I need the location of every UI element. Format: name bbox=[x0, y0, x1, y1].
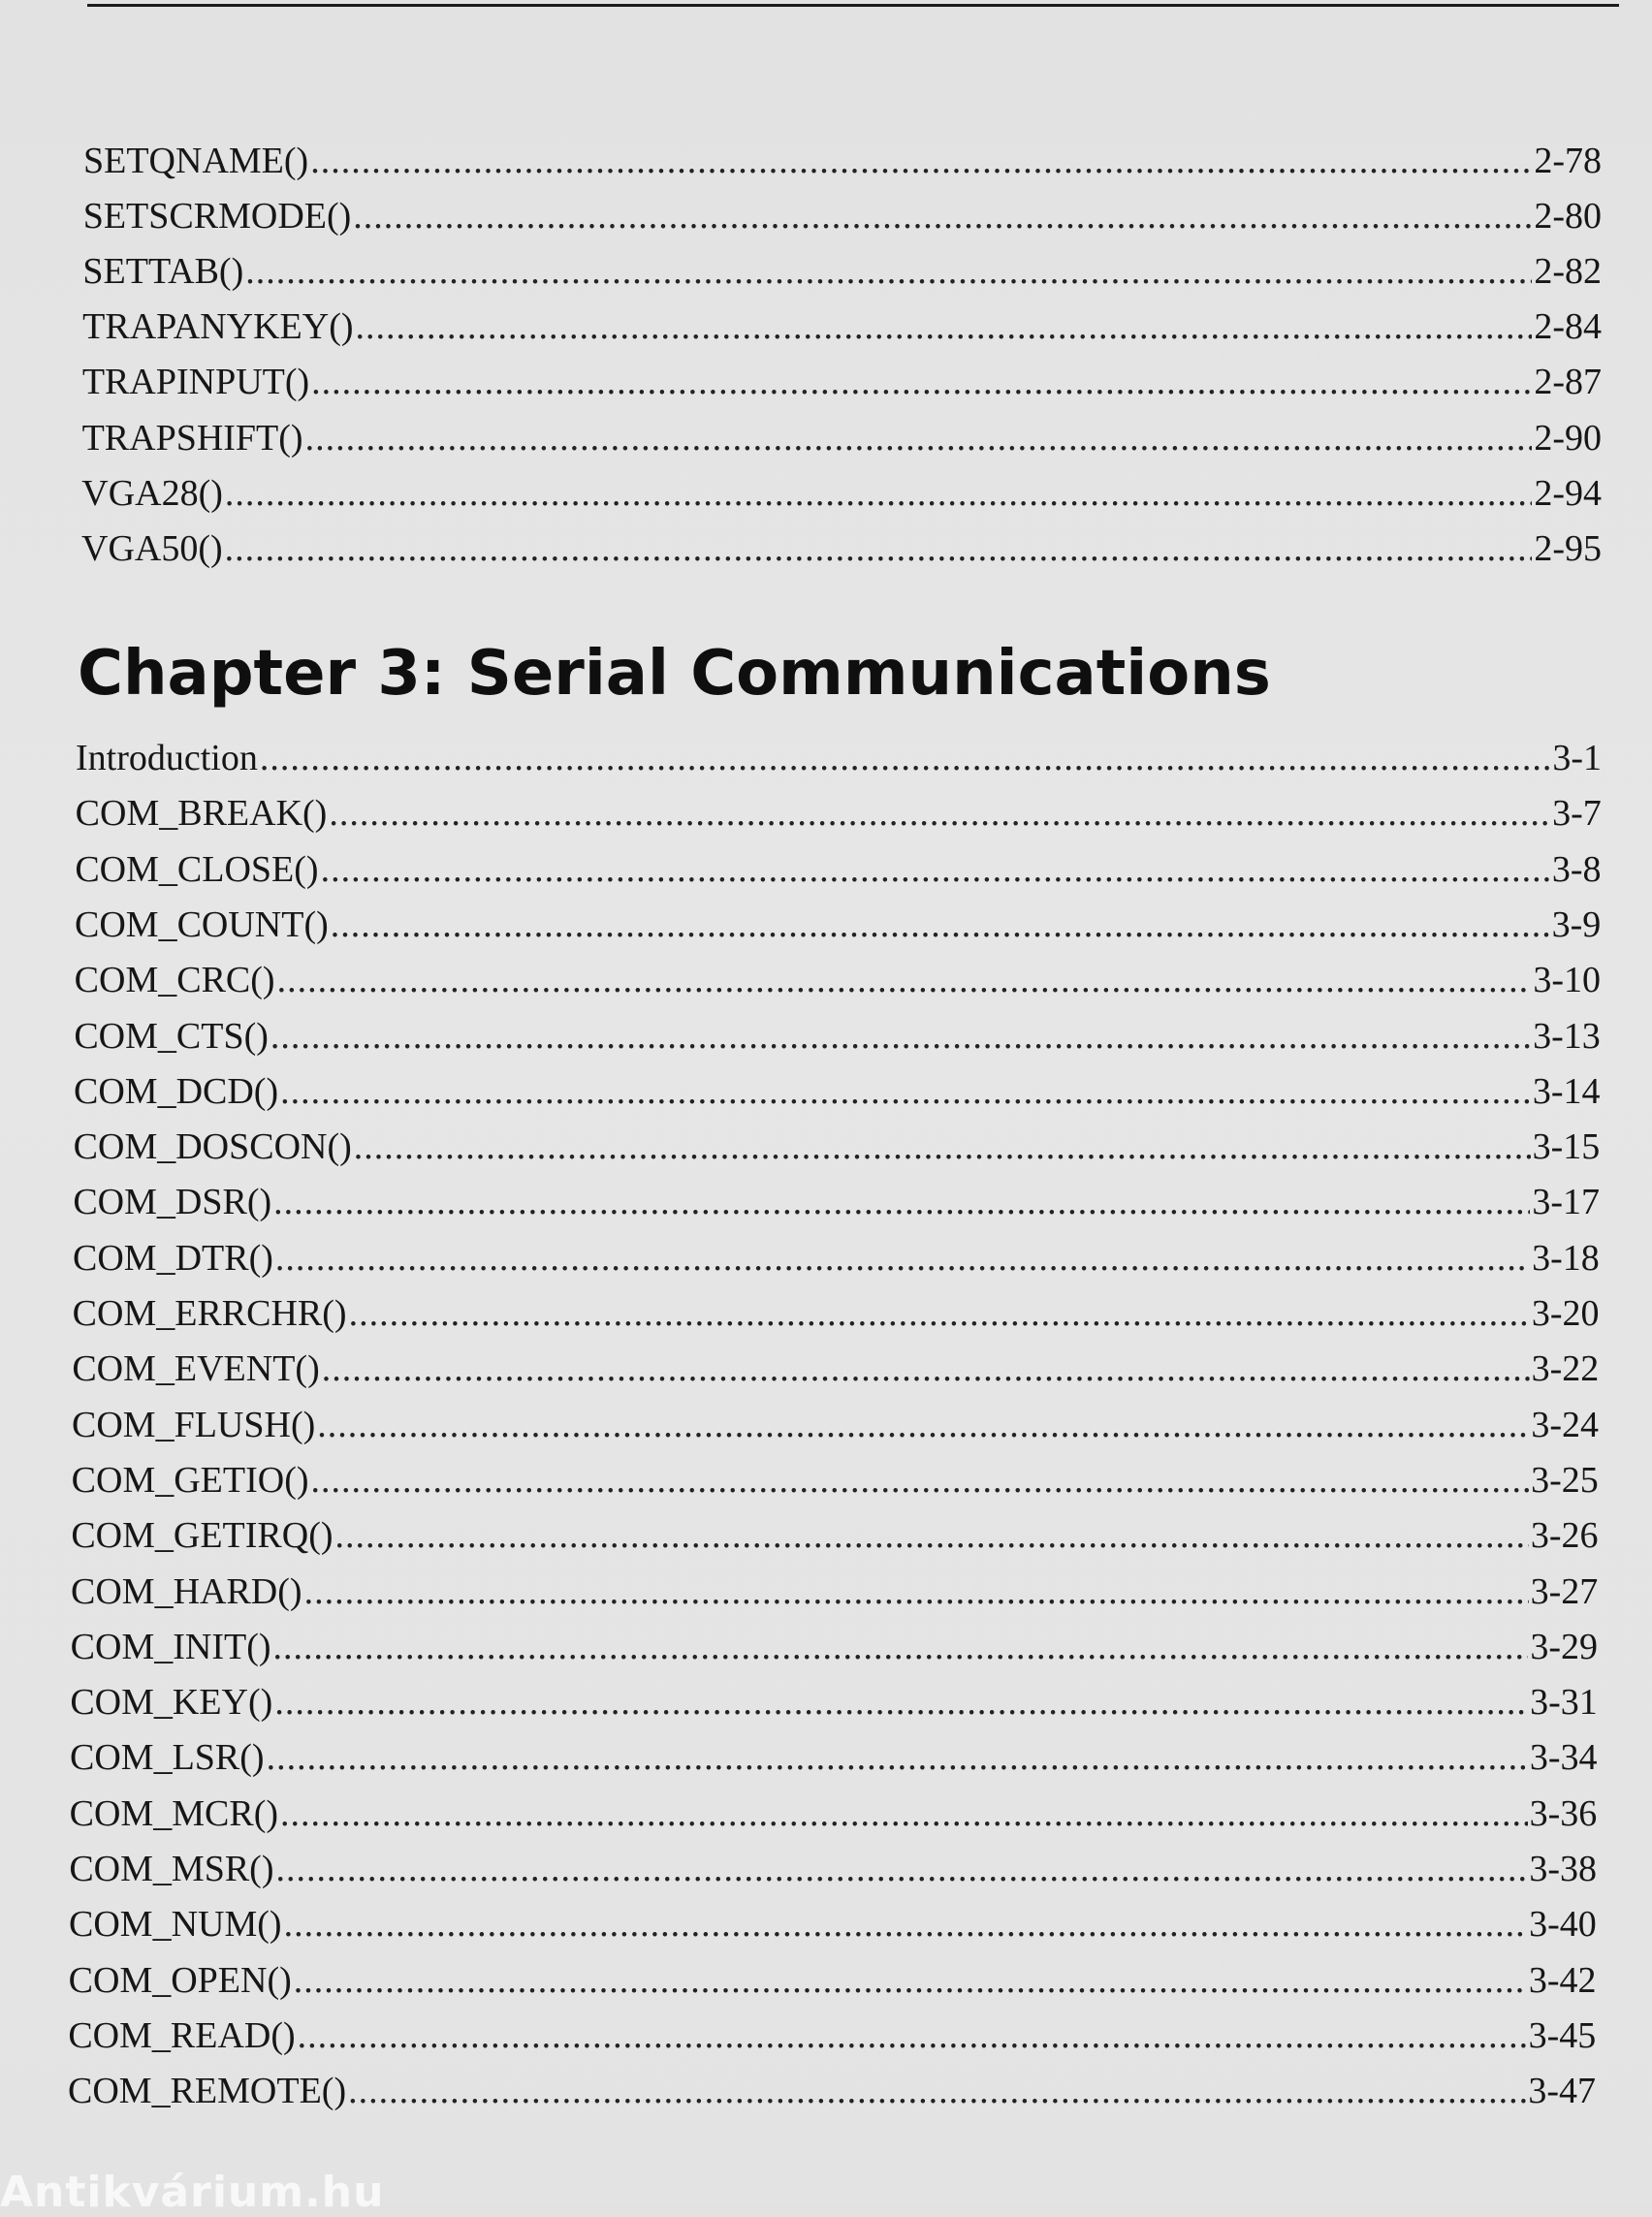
toc-entry-label: COM_DTR() bbox=[73, 1237, 273, 1279]
toc-entry bbox=[69, 1955, 1597, 2006]
toc-entry-page-number: 3-26 bbox=[1530, 1515, 1599, 1557]
toc-entry-label: COM_MSR() bbox=[69, 1849, 274, 1889]
toc-entry-label: TRAPSHIFT() bbox=[81, 417, 303, 459]
dot-leader bbox=[356, 301, 1533, 352]
dot-leader bbox=[274, 1677, 1528, 1727]
toc-entry bbox=[83, 136, 1602, 186]
toc-entry-label: COM_CTS() bbox=[74, 1015, 269, 1057]
toc-entry-page-number: 3-13 bbox=[1533, 1015, 1601, 1057]
dot-leader bbox=[298, 2011, 1527, 2061]
toc-entry bbox=[70, 1677, 1597, 1727]
toc-entry-label: COM_DSR() bbox=[73, 1182, 272, 1223]
toc-entry bbox=[73, 1177, 1600, 1227]
toc-entry-label: SETQNAME() bbox=[83, 141, 309, 181]
toc-entry-page-number: 3-24 bbox=[1531, 1404, 1599, 1445]
toc-entry-page-number: 2-90 bbox=[1534, 417, 1602, 459]
toc-entry-label: COM_BREAK() bbox=[75, 793, 328, 835]
dot-leader bbox=[284, 1899, 1528, 1949]
toc-entry-page-number: 2-84 bbox=[1534, 306, 1602, 348]
toc-entry-page-number: 3-42 bbox=[1528, 1959, 1597, 2001]
toc-entry-page-number: 3-9 bbox=[1551, 903, 1602, 945]
toc-entry-label: VGA28() bbox=[81, 472, 223, 514]
toc-entry-label: COM_LSR() bbox=[70, 1737, 265, 1779]
toc-entry-label: VGA50() bbox=[81, 527, 223, 569]
dot-leader bbox=[273, 1177, 1530, 1227]
dot-leader bbox=[305, 413, 1533, 463]
toc-entry-label: COM_ERRCHR() bbox=[72, 1293, 347, 1334]
toc-entry bbox=[83, 191, 1602, 241]
dot-leader bbox=[270, 1011, 1531, 1061]
toc-entry-page-number: 3-7 bbox=[1552, 793, 1602, 835]
toc-entry-page-number: 2-78 bbox=[1534, 141, 1602, 181]
toc-entry-label: COM_HARD() bbox=[71, 1570, 302, 1612]
dot-leader bbox=[304, 1567, 1529, 1617]
toc-entry bbox=[72, 1455, 1599, 1505]
dot-leader bbox=[317, 1400, 1529, 1450]
dot-leader bbox=[310, 136, 1532, 186]
dot-leader bbox=[311, 357, 1532, 407]
toc-entry bbox=[82, 246, 1602, 297]
toc-entry-page-number: 3-36 bbox=[1529, 1792, 1598, 1834]
toc-entry-label: COM_CLOSE() bbox=[75, 848, 319, 890]
toc-entry-page-number: 3-47 bbox=[1528, 2071, 1596, 2112]
toc-entry bbox=[74, 1122, 1601, 1172]
toc-entry-label: COM_INIT() bbox=[70, 1626, 271, 1667]
toc-entry-page-number: 3-15 bbox=[1532, 1126, 1601, 1168]
toc-entry bbox=[68, 2011, 1596, 2061]
toc-entry-label: COM_DCD() bbox=[74, 1070, 279, 1112]
dot-leader bbox=[329, 788, 1550, 839]
dot-leader bbox=[280, 1066, 1531, 1117]
toc-entry bbox=[69, 1899, 1597, 1949]
chapter-heading: Chapter 3: Serial Communications bbox=[78, 638, 1271, 710]
toc-entry-page-number: 2-94 bbox=[1534, 472, 1602, 514]
toc-entry bbox=[71, 1622, 1598, 1672]
toc-entry-page-number: 3-20 bbox=[1531, 1293, 1600, 1334]
dot-leader bbox=[260, 733, 1550, 783]
toc-entry bbox=[70, 1732, 1598, 1783]
toc-entry-label: COM_FLUSH() bbox=[72, 1404, 316, 1445]
dot-leader bbox=[349, 1288, 1530, 1339]
dot-leader bbox=[225, 468, 1532, 519]
dot-leader bbox=[245, 246, 1532, 297]
toc-entry bbox=[75, 844, 1601, 895]
toc-entry-page-number: 3-8 bbox=[1551, 848, 1602, 890]
toc-entry-label: TRAPINPUT() bbox=[81, 362, 310, 403]
watermark: Antikvárium.hu bbox=[0, 2168, 385, 2217]
toc-entry bbox=[76, 788, 1602, 839]
toc-entry bbox=[74, 1066, 1601, 1117]
toc-entry-label: COM_DOSCON() bbox=[73, 1126, 352, 1168]
toc-entry-label: COM_NUM() bbox=[69, 1904, 282, 1946]
toc-entry bbox=[82, 301, 1602, 352]
toc-entry-label: Introduction bbox=[76, 738, 258, 778]
toc-entry bbox=[68, 2066, 1596, 2116]
toc-entry-label: COM_OPEN() bbox=[68, 1959, 292, 2001]
toc-entry bbox=[73, 1288, 1600, 1339]
dot-leader bbox=[322, 1344, 1530, 1394]
toc-entry-page-number: 3-38 bbox=[1529, 1849, 1597, 1889]
toc-entry bbox=[75, 955, 1601, 1005]
toc-entry-page-number: 3-45 bbox=[1528, 2014, 1597, 2056]
dot-leader bbox=[273, 1622, 1529, 1672]
dot-leader bbox=[294, 1955, 1527, 2006]
toc-entry-label: COM_MCR() bbox=[69, 1792, 279, 1834]
toc-entry-page-number: 2-82 bbox=[1534, 251, 1602, 293]
dot-leader bbox=[321, 844, 1550, 895]
toc-entry-page-number: 3-31 bbox=[1530, 1682, 1598, 1724]
toc-entry bbox=[71, 1567, 1598, 1617]
dot-leader bbox=[354, 1122, 1531, 1172]
toc-entry bbox=[81, 523, 1602, 574]
dot-leader bbox=[353, 191, 1532, 241]
toc-entry bbox=[76, 733, 1602, 783]
dot-leader bbox=[275, 1233, 1530, 1283]
dot-leader bbox=[335, 1510, 1529, 1561]
toc-entry-page-number: 3-34 bbox=[1529, 1737, 1598, 1779]
toc-entry-page-number: 2-95 bbox=[1534, 527, 1602, 569]
toc-entry-page-number: 3-18 bbox=[1532, 1237, 1600, 1279]
toc-entry-page-number: 3-29 bbox=[1530, 1626, 1598, 1667]
toc-entry bbox=[73, 1233, 1600, 1283]
toc-entry bbox=[75, 900, 1601, 950]
toc-entry bbox=[82, 413, 1602, 463]
dot-leader bbox=[275, 1844, 1527, 1894]
toc-entry-label: COM_KEY() bbox=[70, 1682, 273, 1724]
toc-entry-label: COM_CRC() bbox=[74, 960, 275, 1001]
toc-entry bbox=[72, 1344, 1599, 1394]
toc-entry-label: COM_COUNT() bbox=[75, 903, 329, 945]
toc-entry-label: COM_READ() bbox=[68, 2014, 296, 2056]
toc-entry-page-number: 3-25 bbox=[1531, 1459, 1599, 1501]
dot-leader bbox=[280, 1789, 1528, 1839]
toc-entry-label: COM_EVENT() bbox=[72, 1348, 320, 1390]
toc-entry-page-number: 3-10 bbox=[1533, 960, 1601, 1001]
dot-leader bbox=[331, 900, 1550, 950]
dot-leader bbox=[277, 955, 1532, 1005]
toc-entry-page-number: 3-1 bbox=[1552, 738, 1602, 778]
toc-entry-label: SETSCRMODE() bbox=[82, 196, 352, 238]
dot-leader bbox=[267, 1732, 1528, 1783]
toc-entry bbox=[69, 1844, 1597, 1894]
toc-entry bbox=[81, 468, 1602, 519]
toc-entry-label: COM_GETIO() bbox=[71, 1459, 309, 1501]
toc-entry-label: COM_REMOTE() bbox=[68, 2071, 347, 2112]
toc-entry-page-number: 3-14 bbox=[1532, 1070, 1601, 1112]
toc-entry-page-number: 2-80 bbox=[1534, 196, 1602, 238]
dot-leader bbox=[225, 523, 1533, 574]
toc-entry bbox=[82, 357, 1602, 407]
toc-entry-page-number: 3-22 bbox=[1531, 1348, 1600, 1390]
toc-entry bbox=[70, 1789, 1598, 1839]
toc-entry-label: TRAPANYKEY() bbox=[82, 306, 354, 348]
toc-entry bbox=[74, 1011, 1600, 1061]
dot-leader bbox=[348, 2066, 1526, 2116]
toc-entry-page-number: 3-27 bbox=[1530, 1570, 1599, 1612]
toc-entry-page-number: 3-40 bbox=[1529, 1904, 1597, 1946]
toc-entry bbox=[71, 1510, 1598, 1561]
toc-entry-page-number: 3-17 bbox=[1532, 1182, 1600, 1223]
toc-entry-page-number: 2-87 bbox=[1534, 362, 1602, 403]
dot-leader bbox=[311, 1455, 1530, 1505]
toc-entry-label: COM_GETIRQ() bbox=[71, 1515, 334, 1557]
top-rule bbox=[87, 4, 1619, 7]
toc-entry bbox=[72, 1400, 1599, 1450]
toc-entry-label: SETTAB() bbox=[82, 251, 244, 293]
